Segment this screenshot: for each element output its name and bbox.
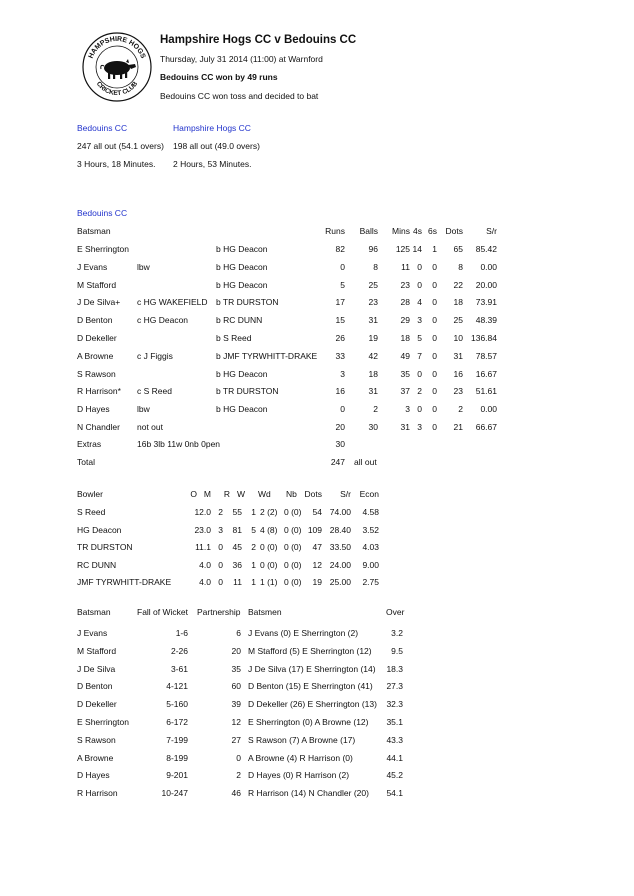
fow-batsman: J De Silva xyxy=(77,663,116,674)
dismissal-bowler: b HG Deacon xyxy=(216,261,268,272)
batting-row xyxy=(0,297,634,309)
batsman-4s: 0 xyxy=(417,404,422,415)
fow-batsmen: R Harrison (14) N Chandler (20) xyxy=(248,788,369,799)
batsman-sr: 78.57 xyxy=(475,350,497,361)
batting-row xyxy=(0,404,634,416)
dismissal-bowler: b TR DURSTON xyxy=(216,297,279,308)
bowler-overs: 12.0 xyxy=(194,507,211,517)
dismissal-bowler: b HG Deacon xyxy=(216,404,268,415)
bowler-wides: 0 (0) xyxy=(260,542,278,553)
summary-team1-score: 247 all out (54.1 overs) xyxy=(77,141,164,151)
bowling-header-o: O xyxy=(190,489,197,499)
batsman-dots: 31 xyxy=(453,350,463,361)
batsman-runs: 17 xyxy=(335,297,345,308)
batsman-dots: 10 xyxy=(453,333,463,343)
total-detail: all out xyxy=(354,457,377,467)
batsman-mins: 31 xyxy=(400,422,410,432)
batsman-balls: 19 xyxy=(368,333,378,343)
total-runs: 247 xyxy=(330,457,345,467)
bowler-sr: 33.50 xyxy=(329,542,351,553)
batsman-dots: 2 xyxy=(458,404,463,415)
batsman-4s: 5 xyxy=(417,333,422,343)
bowler-noballs: 0 (0) xyxy=(284,577,302,588)
fow-batsman: A Browne xyxy=(77,752,114,763)
batsman-dots: 22 xyxy=(453,279,463,290)
bowler-name: RC DUNN xyxy=(77,559,117,570)
fow-over: 27.3 xyxy=(386,681,403,692)
bowler-overs: 4.0 xyxy=(199,559,211,570)
fow-batsman: M Stafford xyxy=(77,645,117,656)
batting-row xyxy=(0,280,634,292)
batsman-mins: 37 xyxy=(400,386,410,397)
batsman-sr: 0.00 xyxy=(480,261,497,272)
batsman-name: N Chandler xyxy=(77,422,120,432)
fow-over: 54.1 xyxy=(386,788,403,799)
batsman-sr: 0.00 xyxy=(480,404,497,415)
fow-over: 3.2 xyxy=(391,628,403,638)
batsman-4s: 0 xyxy=(417,261,422,272)
batting-row xyxy=(0,262,634,274)
total-row xyxy=(0,457,634,469)
batsman-mins: 35 xyxy=(400,368,410,379)
bowler-dots: 19 xyxy=(312,577,322,588)
batsman-6s: 0 xyxy=(432,261,437,272)
fow-header-partnership: Partnership xyxy=(197,607,241,617)
fow-partnership: 39 xyxy=(231,699,241,710)
batsman-balls: 18 xyxy=(368,368,378,379)
batting-header-batsman: Batsman xyxy=(77,226,111,236)
innings-team-name[interactable]: Bedouins CC xyxy=(77,208,128,218)
fow-score: 8-199 xyxy=(166,752,188,763)
fow-batsman: D Hayes xyxy=(77,770,110,781)
bowler-econ: 3.52 xyxy=(362,524,379,535)
batsman-dots: 21 xyxy=(453,422,463,432)
batsman-6s: 0 xyxy=(432,297,437,308)
fow-partnership: 0 xyxy=(236,752,241,763)
extras-detail: 16b 3lb 11w 0nb 0pen xyxy=(137,439,221,449)
summary-team2-name[interactable]: Hampshire Hogs CC xyxy=(173,123,251,133)
fow-header-row xyxy=(0,607,634,619)
bowler-runs: 36 xyxy=(232,559,242,570)
batsman-sr: 48.39 xyxy=(475,315,497,326)
batting-header-runs: Runs xyxy=(325,226,345,236)
fow-partnership: 6 xyxy=(236,628,241,638)
batsman-runs: 16 xyxy=(335,386,345,397)
bowler-wides: 4 (8) xyxy=(260,524,278,535)
bowler-wides: 2 (2) xyxy=(260,507,278,517)
bowling-row xyxy=(0,542,634,554)
fow-batsmen: D Dekeller (26) E Sherrington (13) xyxy=(248,699,377,710)
batsman-sr: 73.91 xyxy=(475,297,497,308)
fow-over: 18.3 xyxy=(386,663,403,674)
batsman-runs: 0 xyxy=(340,261,345,272)
summary-team2-score: 198 all out (49.0 overs) xyxy=(173,141,260,151)
bowler-dots: 12 xyxy=(312,559,322,570)
batsman-6s: 0 xyxy=(432,279,437,290)
batsman-6s: 0 xyxy=(432,368,437,379)
fow-batsmen: J Evans (0) E Sherrington (2) xyxy=(248,628,359,638)
fow-partnership: 2 xyxy=(236,770,241,781)
fow-row xyxy=(0,717,634,729)
batting-header-row xyxy=(0,226,634,238)
bowler-wickets: 1 xyxy=(251,577,256,588)
bowler-overs: 23.0 xyxy=(194,524,211,535)
fow-batsman: J Evans xyxy=(77,628,108,638)
fow-batsmen: S Rawson (7) A Browne (17) xyxy=(248,734,356,745)
batting-row xyxy=(0,369,634,381)
batsman-name: M Stafford xyxy=(77,279,117,290)
fow-row xyxy=(0,628,634,640)
extras-runs: 30 xyxy=(335,439,345,449)
fow-partnership: 46 xyxy=(231,788,241,799)
bowling-row xyxy=(0,525,634,537)
fow-batsmen: J De Silva (17) E Sherrington (14) xyxy=(248,663,376,674)
batsman-4s: 4 xyxy=(417,297,422,308)
batsman-name: J Evans xyxy=(77,261,108,272)
bowler-runs: 55 xyxy=(232,507,242,517)
match-result: Bedouins CC won by 49 runs xyxy=(160,72,278,82)
fow-score: 2-26 xyxy=(170,645,188,656)
bowling-header-m: M xyxy=(203,489,211,499)
bowler-wides: 0 (0) xyxy=(260,559,278,570)
batsman-mins: 11 xyxy=(401,261,410,272)
batsman-name: J De Silva+ xyxy=(77,297,121,308)
bowler-sr: 24.00 xyxy=(329,559,351,570)
batting-row xyxy=(0,333,634,345)
bowler-wickets: 2 xyxy=(251,542,256,553)
fow-row xyxy=(0,770,634,782)
fow-partnership: 27 xyxy=(231,734,241,745)
batsman-runs: 82 xyxy=(335,244,345,254)
dismissal-how: c HG Deacon xyxy=(137,315,189,326)
batsman-runs: 0 xyxy=(340,404,345,415)
fow-batsmen: D Hayes (0) R Harrison (2) xyxy=(248,770,350,781)
batsman-sr: 136.84 xyxy=(471,333,497,343)
fow-header-batsman: Batsman xyxy=(77,607,111,617)
bowler-econ: 2.75 xyxy=(362,577,379,588)
bowling-header-wd: Wd xyxy=(258,489,271,499)
match-date-venue: Thursday, July 31 2014 (11:00) at Warnford xyxy=(160,54,323,64)
fow-score: 6-172 xyxy=(166,717,188,727)
batsman-mins: 18 xyxy=(400,333,410,343)
batting-row xyxy=(0,386,634,398)
batsman-sr: 20.00 xyxy=(475,279,497,290)
bowler-name: HG Deacon xyxy=(77,524,122,535)
batsman-4s: 0 xyxy=(417,279,422,290)
bowler-overs: 4.0 xyxy=(199,577,211,588)
batsman-4s: 7 xyxy=(417,350,422,361)
bowler-sr: 25.00 xyxy=(329,577,351,588)
batsman-4s: 3 xyxy=(417,422,422,432)
fow-batsman: S Rawson xyxy=(77,734,116,745)
bowling-row xyxy=(0,577,634,589)
summary-team1-name[interactable]: Bedouins CC xyxy=(77,123,128,133)
logo-text-top: HAMPSHIRE HOGS xyxy=(87,35,147,60)
fow-score: 7-199 xyxy=(166,734,188,745)
bowling-header-dots: Dots xyxy=(304,489,322,499)
bowler-maidens: 2 xyxy=(218,507,223,517)
bowler-name: TR DURSTON xyxy=(77,542,133,553)
fow-header-fow: Fall of Wicket xyxy=(137,607,189,617)
fow-score: 1-6 xyxy=(175,628,188,638)
bowler-noballs: 0 (0) xyxy=(284,524,302,535)
fow-batsman: E Sherrington xyxy=(77,717,129,727)
batsman-mins: 125 xyxy=(395,244,410,254)
fow-batsman: R Harrison xyxy=(77,788,118,799)
batsman-balls: 30 xyxy=(368,422,378,432)
batsman-6s: 0 xyxy=(432,422,437,432)
bowler-maidens: 0 xyxy=(218,542,223,553)
batting-header-6s: 6s xyxy=(428,226,437,236)
fow-batsman: D Benton xyxy=(77,681,113,692)
dismissal-how: lbw xyxy=(137,261,150,272)
fow-over: 32.3 xyxy=(386,699,403,710)
batsman-dots: 23 xyxy=(453,386,463,397)
fow-over: 44.1 xyxy=(386,752,403,763)
batsman-dots: 18 xyxy=(453,297,463,308)
bowler-sr: 28.40 xyxy=(329,524,351,535)
bowling-row xyxy=(0,507,634,519)
batsman-dots: 8 xyxy=(458,261,463,272)
batsman-dots: 25 xyxy=(453,315,463,326)
bowler-maidens: 0 xyxy=(218,577,223,588)
batsman-balls: 31 xyxy=(368,315,378,326)
batting-row xyxy=(0,351,634,363)
bowler-noballs: 0 (0) xyxy=(284,559,302,570)
batsman-name: D Dekeller xyxy=(77,333,117,343)
club-logo xyxy=(81,31,153,103)
bowler-noballs: 0 (0) xyxy=(284,542,302,553)
dismissal-bowler: b TR DURSTON xyxy=(216,386,279,397)
batsman-runs: 33 xyxy=(335,350,345,361)
batting-header-sr: S/r xyxy=(486,226,497,236)
bowling-header-econ: Econ xyxy=(359,489,379,499)
fow-partnership: 20 xyxy=(231,645,241,656)
batsman-mins: 23 xyxy=(400,279,410,290)
bowler-maidens: 0 xyxy=(218,559,223,570)
dismissal-bowler: b HG Deacon xyxy=(216,279,268,290)
batsman-mins: 28 xyxy=(400,297,410,308)
fow-row xyxy=(0,753,634,765)
bowler-wickets: 1 xyxy=(251,559,256,570)
bowling-header-r: R xyxy=(223,489,230,499)
batsman-balls: 96 xyxy=(368,244,378,254)
batsman-name: A Browne xyxy=(77,350,114,361)
bowler-maidens: 3 xyxy=(218,524,223,535)
fow-score: 3-61 xyxy=(170,663,188,674)
summary-team1-duration: 3 Hours, 18 Minutes. xyxy=(77,159,156,169)
dismissal-how: lbw xyxy=(137,404,150,415)
fow-row xyxy=(0,681,634,693)
fow-row xyxy=(0,664,634,676)
total-label: Total xyxy=(77,457,95,467)
batsman-balls: 42 xyxy=(368,350,378,361)
bowling-header-bowler: Bowler xyxy=(77,489,103,499)
bowler-overs: 11.1 xyxy=(195,542,211,553)
bowler-runs: 81 xyxy=(232,524,242,535)
match-title: Hampshire Hogs CC v Bedouins CC xyxy=(160,34,357,46)
batsman-name: S Rawson xyxy=(77,368,116,379)
batting-row xyxy=(0,422,634,434)
bowler-dots: 54 xyxy=(312,507,322,517)
batsman-balls: 2 xyxy=(373,404,378,415)
batting-header-balls: Balls xyxy=(359,226,378,236)
fow-over: 45.2 xyxy=(386,770,403,781)
batsman-6s: 0 xyxy=(432,333,437,343)
fow-batsmen: E Sherrington (0) A Browne (12) xyxy=(248,717,369,727)
batsman-runs: 26 xyxy=(335,333,345,343)
batsman-4s: 0 xyxy=(417,368,422,379)
batsman-6s: 1 xyxy=(432,244,437,254)
batsman-balls: 25 xyxy=(368,279,378,290)
match-toss: Bedouins CC won toss and decided to bat xyxy=(160,91,319,101)
bowling-header-w: W xyxy=(236,489,245,499)
bowler-runs: 11 xyxy=(233,577,242,588)
bowling-header-nb: Nb xyxy=(286,489,297,499)
dismissal-bowler: b RC DUNN xyxy=(216,315,263,326)
batsman-6s: 0 xyxy=(432,386,437,397)
batsman-sr: 66.67 xyxy=(475,422,497,432)
bowler-dots: 109 xyxy=(307,524,322,535)
batsman-sr: 16.67 xyxy=(475,368,497,379)
bowling-row xyxy=(0,560,634,572)
dismissal-how: c HG WAKEFIELD xyxy=(137,297,208,308)
batsman-4s: 14 xyxy=(412,244,422,254)
fow-row xyxy=(0,788,634,800)
fow-row xyxy=(0,699,634,711)
bowler-name: JMF TYRWHITT-DRAKE xyxy=(77,577,172,588)
hog-icon xyxy=(101,59,136,79)
bowling-header-sr: S/r xyxy=(340,489,351,499)
batsman-balls: 23 xyxy=(368,297,378,308)
batting-header-dots: Dots xyxy=(445,226,463,236)
logo-text-bottom: CRICKET CLUB xyxy=(94,80,140,98)
dismissal-bowler: b HG Deacon xyxy=(216,244,268,254)
batsman-name: D Benton xyxy=(77,315,113,326)
batsman-balls: 8 xyxy=(373,261,378,272)
bowler-wickets: 5 xyxy=(251,524,256,535)
bowler-name: S Reed xyxy=(77,507,106,517)
bowler-noballs: 0 (0) xyxy=(284,507,302,517)
bowler-econ: 4.03 xyxy=(362,542,379,553)
bowling-header-row xyxy=(0,489,634,501)
batsman-runs: 5 xyxy=(340,279,345,290)
batsman-runs: 20 xyxy=(335,422,345,432)
batting-header-4s: 4s xyxy=(413,226,422,236)
bowler-wides: 1 (1) xyxy=(260,577,278,588)
batsman-sr: 85.42 xyxy=(475,244,497,254)
bowler-sr: 74.00 xyxy=(329,507,351,517)
batsman-mins: 3 xyxy=(405,404,410,415)
fow-header-over: Over xyxy=(386,607,405,617)
fow-row xyxy=(0,735,634,747)
fow-score: 9-201 xyxy=(166,770,188,781)
extras-label: Extras xyxy=(77,439,102,449)
batsman-6s: 0 xyxy=(432,350,437,361)
batting-row xyxy=(0,244,634,256)
fow-score: 5-160 xyxy=(166,699,188,710)
batsman-name: R Harrison* xyxy=(77,386,121,397)
batsman-4s: 2 xyxy=(417,386,422,397)
fow-batsmen: M Stafford (5) E Sherrington (12) xyxy=(248,645,372,656)
fow-partnership: 60 xyxy=(231,681,241,692)
batsman-sr: 51.61 xyxy=(475,386,497,397)
fow-partnership: 12 xyxy=(231,717,241,727)
fow-over: 43.3 xyxy=(386,734,403,745)
batsman-name: D Hayes xyxy=(77,404,110,415)
fow-row xyxy=(0,646,634,658)
batting-header-mins: Mins xyxy=(392,226,410,236)
dismissal-bowler: b JMF TYRWHITT-DRAKE xyxy=(216,350,318,361)
batsman-6s: 0 xyxy=(432,404,437,415)
batsman-mins: 29 xyxy=(400,315,410,326)
batsman-6s: 0 xyxy=(432,315,437,326)
bowler-econ: 9.00 xyxy=(362,559,379,570)
summary-team2-duration: 2 Hours, 53 Minutes. xyxy=(173,159,252,169)
dismissal-bowler: b HG Deacon xyxy=(216,368,268,379)
dismissal-how: c J Figgis xyxy=(137,350,173,361)
batsman-4s: 3 xyxy=(417,315,422,326)
fow-over: 9.5 xyxy=(391,645,403,656)
batsman-mins: 49 xyxy=(400,350,410,361)
bowler-runs: 45 xyxy=(232,542,242,553)
dismissal-how: c S Reed xyxy=(137,386,172,397)
bowler-econ: 4.58 xyxy=(362,507,379,517)
batting-row xyxy=(0,315,634,327)
bowler-dots: 47 xyxy=(312,542,322,553)
fow-partnership: 35 xyxy=(231,663,241,674)
batsman-balls: 31 xyxy=(368,386,378,397)
dismissal-bowler: b S Reed xyxy=(216,333,252,343)
batsman-name: E Sherrington xyxy=(77,244,129,254)
fow-score: 4-121 xyxy=(166,681,188,692)
batsman-runs: 15 xyxy=(335,315,345,326)
batsman-dots: 16 xyxy=(453,368,463,379)
fow-batsman: D Dekeller xyxy=(77,699,117,710)
extras-row xyxy=(0,439,634,451)
batsman-dots: 65 xyxy=(453,244,463,254)
fow-batsmen: A Browne (4) R Harrison (0) xyxy=(248,752,353,763)
fow-score: 10-247 xyxy=(161,788,188,799)
batsman-runs: 3 xyxy=(340,368,345,379)
bowler-wickets: 1 xyxy=(251,507,256,517)
dismissal-how: not out xyxy=(137,422,163,432)
fow-over: 35.1 xyxy=(386,717,403,727)
fow-batsmen: D Benton (15) E Sherrington (41) xyxy=(248,681,373,692)
fow-header-batsmen: Batsmen xyxy=(248,607,282,617)
